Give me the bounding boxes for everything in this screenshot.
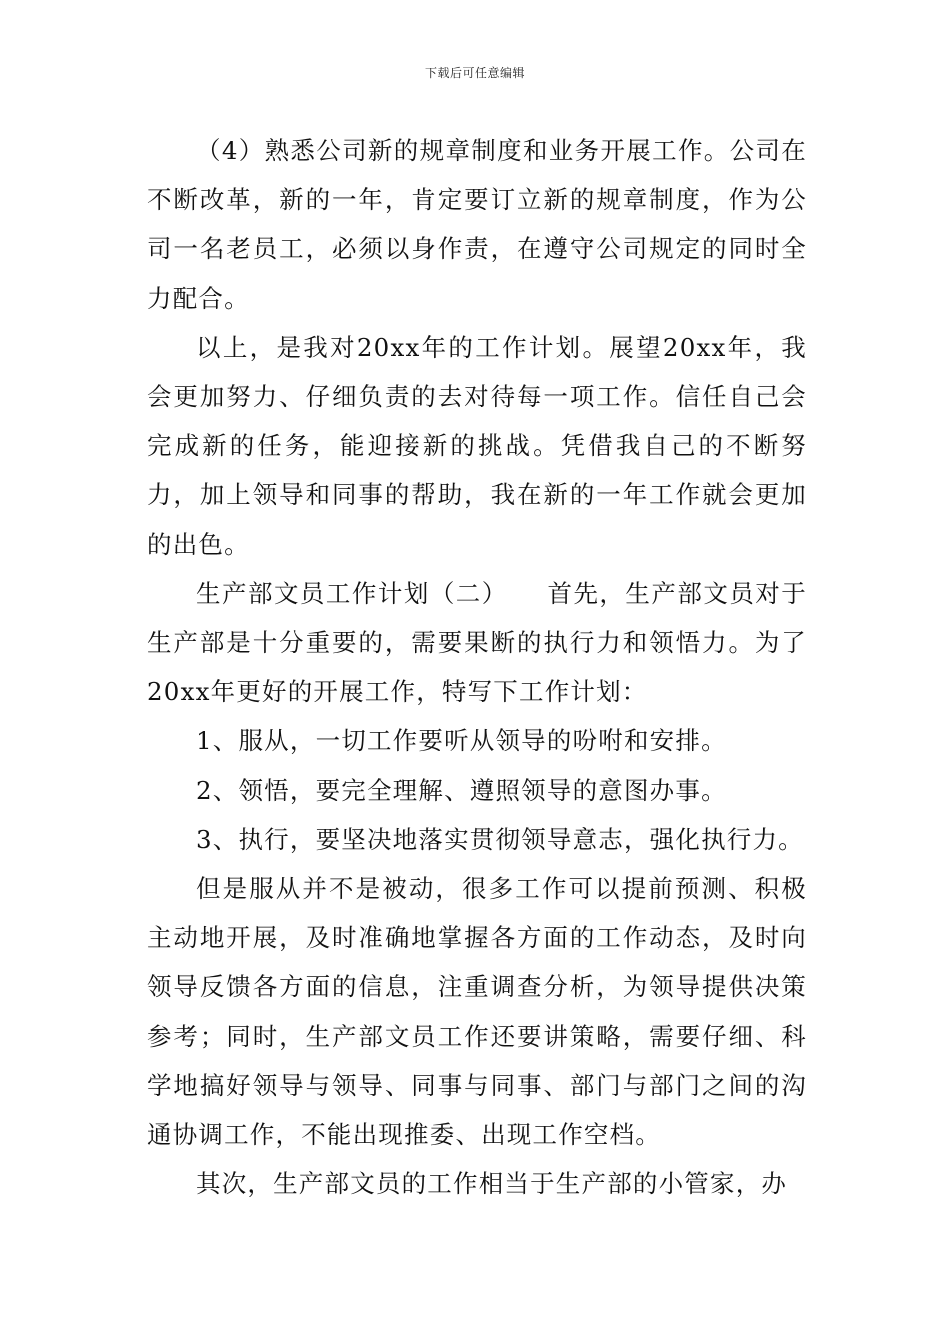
document-body	[147, 126, 807, 1208]
paragraph-rules: （4）熟悉公司新的规章制度和业务开展工作。公司在不断改革，新的一年，肯定要订立新的规章制度，作为公司一名老员工，必须以身作责，在遵守公司规定的同时全力配合。	[147, 136, 807, 313]
list-item-execute: 3、执行，要坚决地落实贯彻领导意志，强化执行力。	[196, 824, 804, 854]
paragraph-proactive: 但是服从并不是被动，很多工作可以提前预测、积极主动地开展，及时准确地掌握各方面的工作动态，及时向领导反馈各方面的信息，注重调查分析，为领导提供决策参考；同时，生产部文员工作还要讲策略，需要仔细、科学地搞好领导与领导、同事与同事、部门与部门之间的沟通协调工作，不能出现推委、出现工作空档。	[147, 874, 807, 1150]
paragraph-secondly: 其次，生产部文员的工作相当于生产部的小管家，办	[196, 1169, 788, 1199]
page-header: 下载后可任意编辑	[424, 66, 525, 80]
paragraph-plan-two-intro: 生产部文员工作计划（二） 首先，生产部文员对于生产部是十分重要的，需要果断的执行力和领悟力。为了20xx年更好的开展工作，特写下工作计划：	[147, 578, 807, 707]
list-item-understand: 2、领悟，要完全理解、遵照领导的意图办事。	[196, 775, 727, 805]
paragraph-summary: 以上，是我对20xx年的工作计划。展望20xx年，我会更加努力、仔细负责的去对待每一项工作。信任自己会完成新的任务，能迎接新的挑战。凭借我自己的不断努力，加上领导和同事的帮助，我在新的一年工作就会更加的出色。	[147, 332, 807, 559]
list-item-obey: 1、服从，一切工作要听从领导的吩咐和安排。	[196, 726, 727, 756]
